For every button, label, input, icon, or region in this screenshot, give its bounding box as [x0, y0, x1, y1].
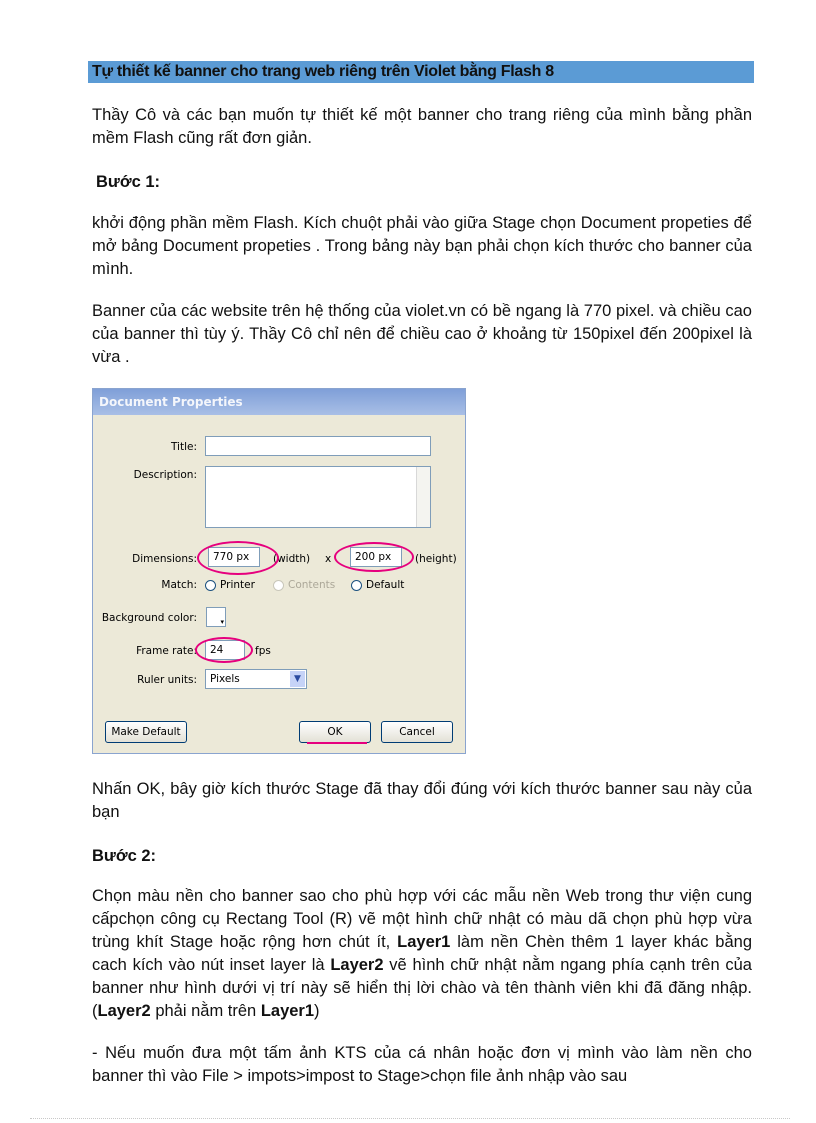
frame-rate-highlight-ellipse — [195, 637, 253, 663]
step1-paragraph-2: Banner của các website trên hệ thống của violet.vn có bề ngang là 770 pixel. và chiều cao của banner thì tùy ý. Thầy Cô chỉ nên để chiều cao ở khoảng từ 150pixel đến 200pixel là vừa . — [92, 302, 752, 366]
step2-paragraph-1 — [92, 885, 752, 1023]
after-dialog-paragraph: Nhấn OK, bây giờ kích thước Stage đã thay đổi đúng với kích thước banner sau này của bạn — [92, 780, 752, 821]
match-default-radio[interactable] — [351, 580, 362, 591]
width-highlight-ellipse — [197, 541, 279, 575]
title-input[interactable] — [205, 436, 431, 456]
description-label: Description: — [133, 469, 197, 481]
description-scrollbar[interactable] — [416, 467, 430, 527]
height-highlight-ellipse — [334, 542, 414, 572]
layer2-bold: Layer2 — [330, 956, 384, 974]
ok-highlight-underline — [307, 742, 367, 744]
fps-label: fps — [255, 645, 271, 657]
intro-paragraph: Thầy Cô và các bạn muốn tự thiết kế một banner cho trang riêng của mình bằng phần mềm Flash cũng rất đơn giản. — [92, 106, 752, 147]
match-contents-label: Contents — [288, 579, 336, 591]
match-printer-label: Printer — [220, 579, 255, 591]
ruler-units-label: Ruler units: — [137, 674, 197, 686]
ruler-units-select[interactable] — [205, 669, 307, 689]
ruler-units-value: Pixels — [210, 673, 240, 685]
width-input[interactable]: 770 px — [208, 547, 260, 567]
title-label: Title: — [170, 441, 197, 453]
layer1-bold-2: Layer1 — [260, 1002, 315, 1020]
dimension-x: x — [325, 553, 332, 565]
make-default-button[interactable]: Make Default — [105, 721, 187, 743]
step2-text-e: ) — [314, 1002, 320, 1020]
step2-heading: Bước 2: — [92, 847, 157, 865]
dimensions-label: Dimensions: — [132, 553, 197, 565]
step2-text-d: phải nằm trên — [155, 1002, 257, 1020]
background-color-label: Background color: — [101, 612, 197, 624]
match-default-label: Default — [366, 579, 405, 591]
page-footer-rule — [30, 1118, 790, 1119]
ok-button[interactable]: OK — [299, 721, 371, 743]
step1-heading: Bước 1: — [96, 173, 161, 191]
height-suffix: (height) — [415, 553, 457, 565]
chevron-down-icon[interactable]: ▼ — [290, 671, 305, 687]
layer2-bold-2: Layer2 — [97, 1002, 151, 1020]
swatch-arrow-icon: ▾ — [220, 618, 224, 626]
dialog-titlebar: Document Properties — [93, 389, 465, 415]
step2-text-a: Chọn màu nền cho banner sao cho phù hợp với các mẫu nền Web trong thư viện cung cấpchọn công cụ Rectang Tool (R) vẽ một hình chữ nhật có màu dã chọn phù hợp vừa trùng khít Stage hoặc rộng hơn chút ít, — [92, 887, 752, 951]
width-suffix: (width) — [273, 553, 311, 565]
step2-text-c: vẽ hình chữ nhật nằm ngang phía cạnh trên của banner như hình dưới vị trí này sẽ hiển thị lời chào và tên thành viên khi đã đăng nhập.( — [92, 956, 752, 1020]
match-contents-radio — [273, 580, 284, 591]
document-title: Tự thiết kế banner cho trang web riêng trên Violet bằng Flash 8 — [88, 61, 754, 83]
layer1-bold: Layer1 — [397, 933, 451, 951]
height-input[interactable]: 200 px — [350, 547, 402, 567]
step2-paragraph-2: - Nếu muốn đưa một tấm ảnh KTS của cá nhân hoặc đơn vị mình vào làm nền cho banner thì vào File > impots>impost to Stage>chọn file ảnh nhập vào sau — [92, 1044, 752, 1085]
step1-paragraph-1: khởi động phần mềm Flash. Kích chuột phải vào giữa Stage chọn Document propeties để mở bảng Document propeties . Trong bảng này bạn phải chọn kích thước cho banner của mình. — [92, 214, 752, 278]
match-printer-radio[interactable] — [205, 580, 216, 591]
description-textarea[interactable] — [205, 466, 431, 528]
frame-rate-label: Frame rate: — [136, 645, 197, 657]
document-properties-dialog — [92, 388, 466, 754]
match-label: Match: — [161, 579, 197, 591]
step2-text-b: làm nền Chèn thêm 1 layer khác bằng cach kích vào nút inset layer là — [92, 933, 752, 974]
frame-rate-input[interactable]: 24 — [205, 640, 245, 660]
cancel-button[interactable]: Cancel — [381, 721, 453, 743]
background-color-swatch[interactable] — [206, 607, 226, 627]
